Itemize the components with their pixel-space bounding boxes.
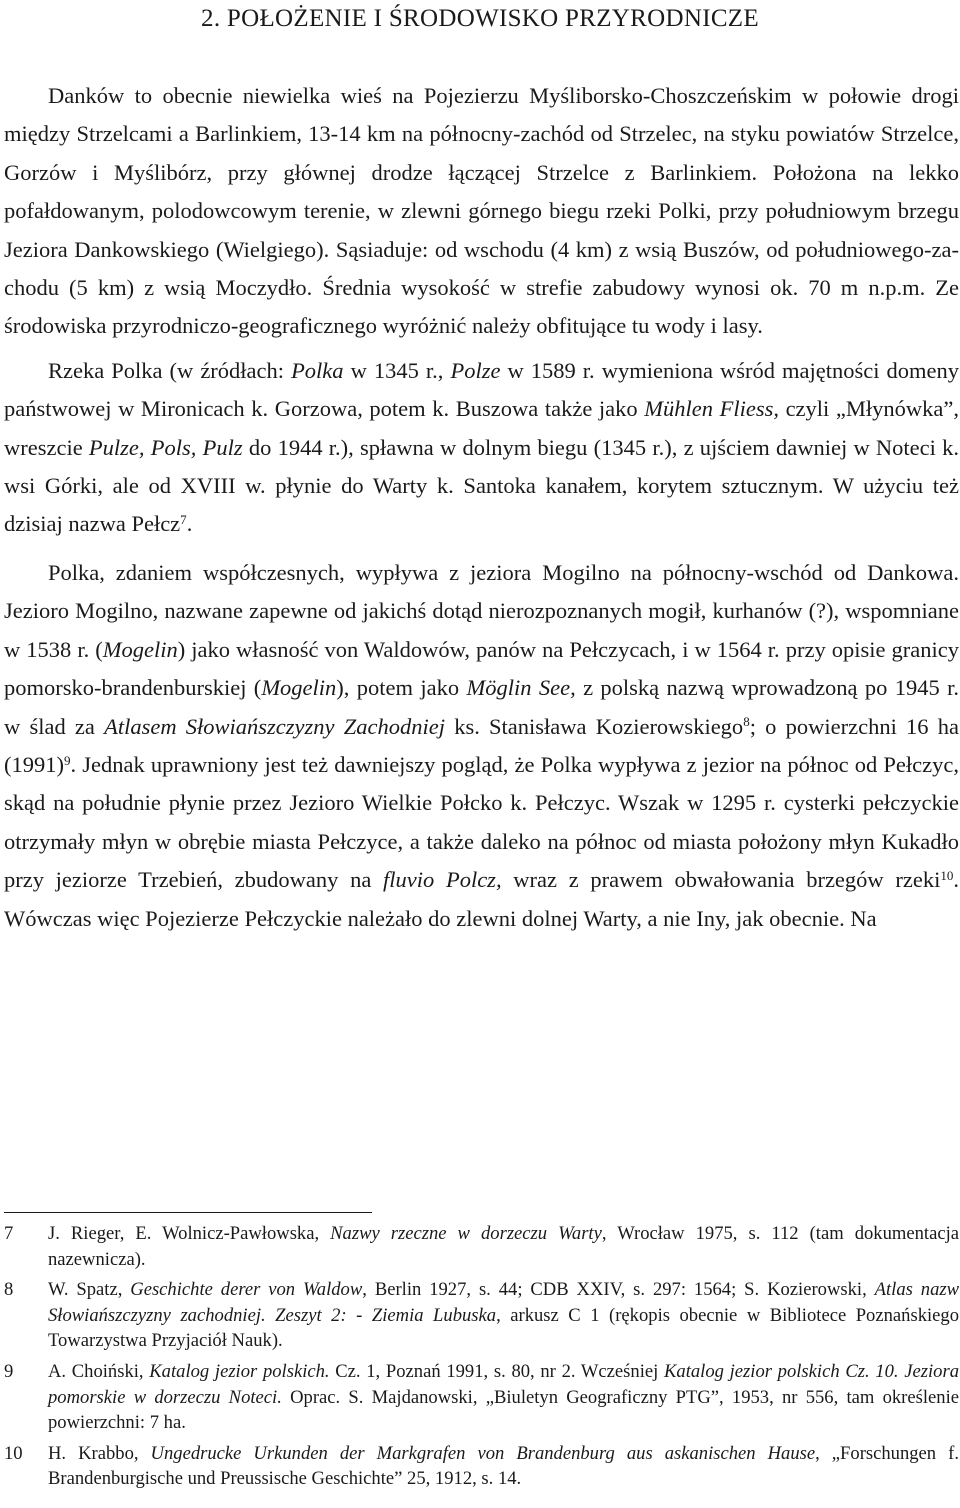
footnote-divider [4, 1212, 372, 1213]
footnotes [4, 1221, 959, 1497]
footnote-8 [4, 1277, 959, 1354]
footnote-text: J. Rieger, E. Wolnicz-Pawłowska, Nazwy rzeczne w dorzeczu Warty, Wrocław 1975, s. 112 (tam dokumentacja nazewnicza). [48, 1223, 959, 1270]
footnote-ref-10[interactable]: 10 [940, 867, 954, 883]
footnote-7 [4, 1221, 959, 1272]
footnote-text: W. Spatz, Geschichte derer von Waldow, Berlin 1927, s. 44; CDB XXIV, s. 297: 1564; S. Kozierowski, Atlas nazw Słowiańszczyzny zachodniej. Zeszyt 2: - Ziemia Lubuska, arkusz C 1 (rękopis obecnie w Bibliotece Poznańskiego Towarzystwa Przyjaciół Nauk). [48, 1279, 960, 1352]
footnote-10 [4, 1441, 959, 1492]
footnote-ref-7[interactable]: 7 [180, 512, 187, 528]
body-text [4, 77, 959, 938]
footnote-text: A. Choiński, Katalog jezior polskich. Cz. 1, Poznań 1991, s. 80, nr 2. Wcześniej Katalog jezior polskich Cz. 10. Jeziora pomorskie w dorzeczu Noteci. Oprac. S. Majdanowski, „Biuletyn Geograficzny PTG”, 1953, nr 556, tam określenie powierzchni: 7 ha. [48, 1360, 959, 1434]
paragraph-3: Polka, zdaniem współczesnych, wypływa z jeziora Mogilno na północny-wschód od Dankowa. Jezioro Mogilno, nazwane zapewne od jakichś dotąd nierozpoznanych mogił, kurhanów (?), wspomniane w 1538 r. (Mogelin) jako własność von Waldowów, panów na Pełczycach, i w 1564 r. przy opisie granicy pomorsko-brandenburskiej (Mogelin), potem jako Möglin See, z polską nazwą wprowadzoną po 1945 r. w ślad za Atlasem Słowiańszczyzny Zachodniej ks. Stanisława Kozierowskiego$^8$; o powierzchni 16 ha $(1991)^9$. Jednak uprawniony jest też dawniejszy pogląd, że Polka wypływa z jezior na północ od Pełczyc, skąd na południe płynie przez Jezioro Wielkie Połcko k. Pełczyc. Wszak w 1295 r. cysterki pełczyckie otrzymały młyn w obrębie miasta Pełczyce, a także daleko na północ od miasta położony młyn Kukadło przy jeziorze Trzebień, zbudowany na fluvio Polcz, wraz z prawem obwałowania brzegów rzeki$^{10}$. Wówczas więc Pojezierze Pełczyckie należało do zlewni dolnej Warty, a nie Iny, jak obecnie. Na [4, 559, 960, 931]
footnote-ref-8[interactable]: 8 [743, 714, 750, 730]
footnote-ref-9[interactable]: 9 [64, 752, 71, 768]
footnote-9 [4, 1359, 959, 1436]
footnote-number: 8 [4, 1279, 14, 1301]
chapter-heading: 2. POŁOŻENIE I ŚRODOWISKO PRZYRODNICZE [201, 5, 759, 32]
footnote-number: 7 [4, 1223, 14, 1244]
footnote-number: 10 [4, 1442, 23, 1464]
footnote-text: H. Krabbo, Ungedrucke Urkunden der Markgrafen von Brandenburg aus askanischen Hause, „Forschungen f. Brandenburgische und Preussische Geschichte” 25, 1912, s. 14. [48, 1442, 959, 1490]
footnote-number: 9 [4, 1360, 14, 1382]
paragraph-1: Danków to obecnie niewielka wieś na Pojezierzu Myśliborsko-Choszczeńskim w połowie drogi między Strzelcami a Barlinkiem, 13-14 km na północny-zachód od Strzelec, na styku powiatów Strzelce, Gorzów i Myślibórz, przy głównej drodze łączącej Strzelce z Barlinkiem. Położona na lekko pofałdowanym, polodowcowym terenie, w zlewni górnego biegu rzeki Polki, przy południowym brzegu Jeziora Dankowskiego (Wielgiego). Sąsiaduje: od wschodu (4 km) z wsią Buszów, od południowego-zachodu (5 km) z wsią Moczydło. Średnia wysokość w strefie zabudowy wynosi ok. 70 m n.p.m. Ze środowiska przyrodniczo-geograficznego wyróżnić należy obfitujące tu wody i lasy. [4, 83, 959, 339]
paragraph-2: Rzeka Polka (w źródłach: Polka w 1345 r., Polze w 1589 r. wymieniona wśród majętności domeny państwowej w Mironicach k. Gorzowa, potem k. Buszowa także jako Mühlen Fliess, czyli „Młynówka”, wreszcie Pulze, Pols, Pulz do 1944 r.), spławna w dolnym biegu (1345 r.), z ujściem dawniej w Noteci k. wsi Górki, ale od XVIII w. płynie do Warty k. Santoka kanałem, korytem sztucznym. W użyciu też dzisiaj nazwa Pełcz$^7$. [4, 357, 960, 537]
